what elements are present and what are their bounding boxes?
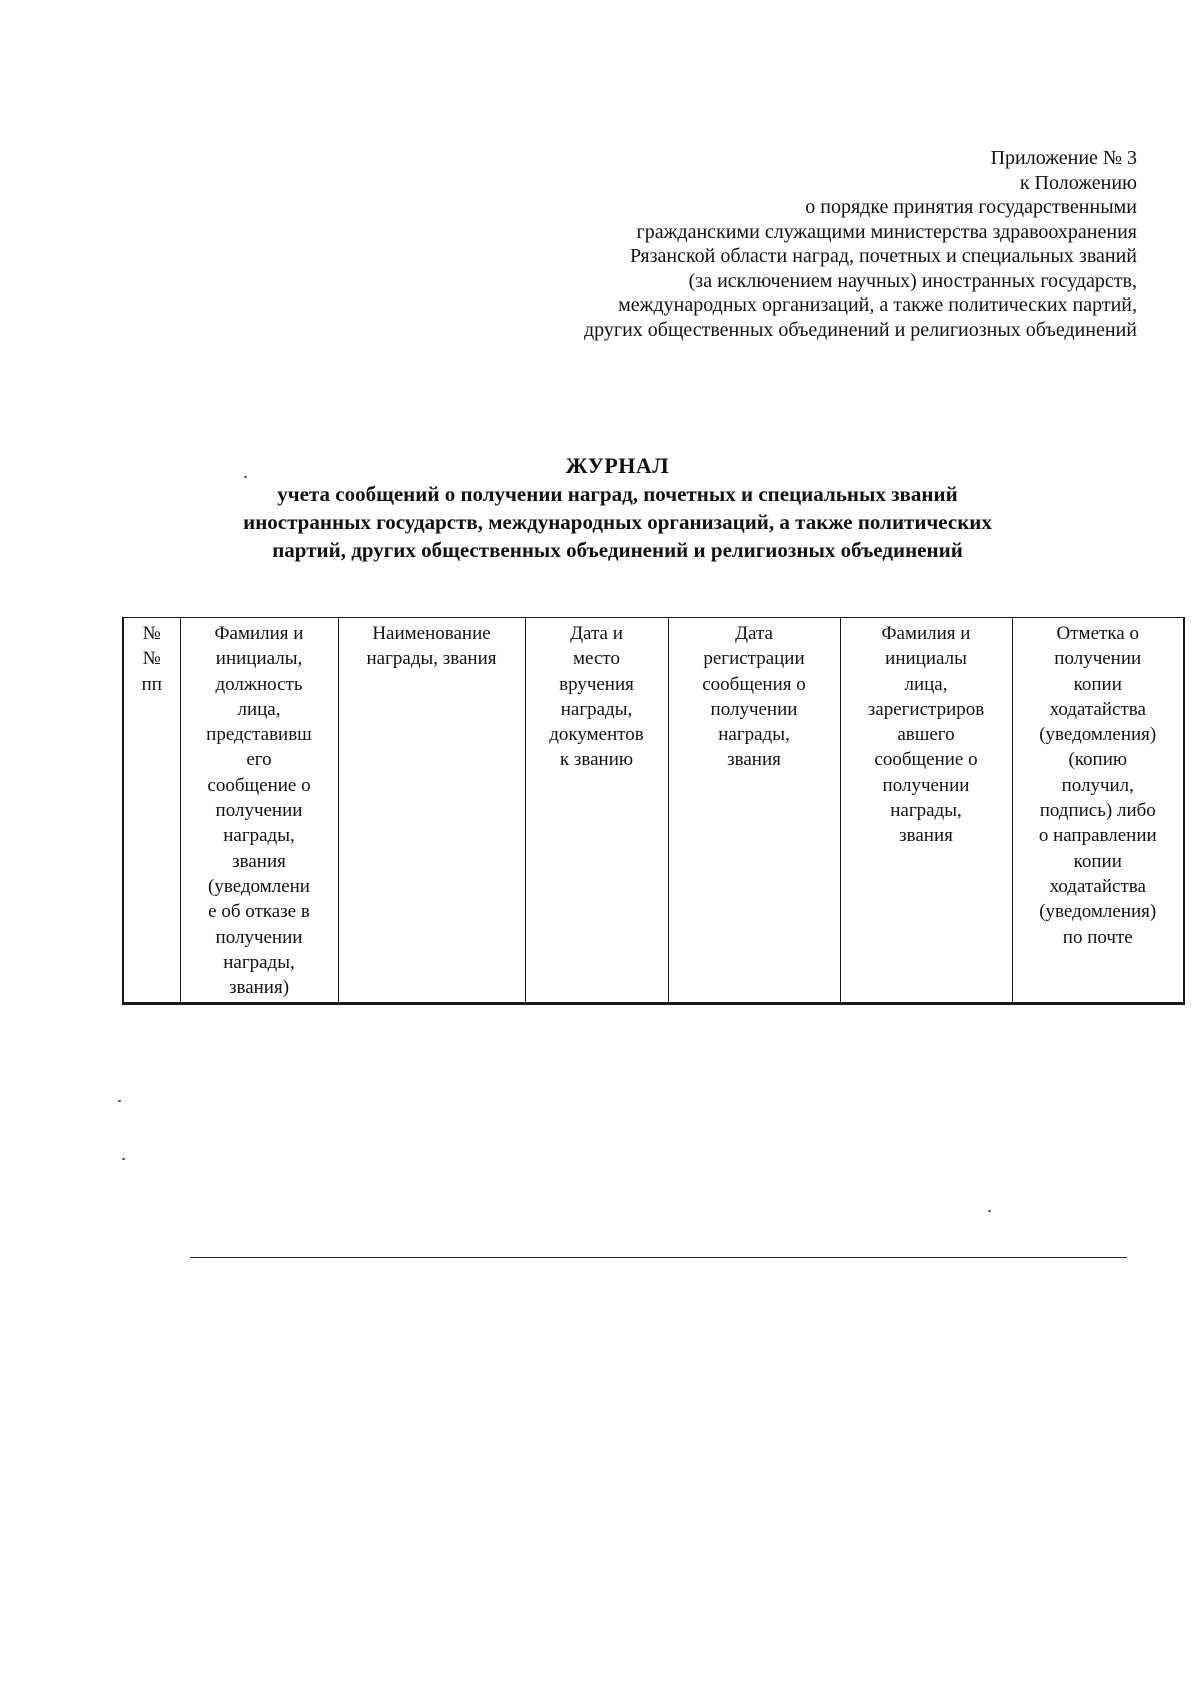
column-header-line: получении bbox=[882, 774, 970, 796]
appendix-line: к Положению bbox=[1019, 171, 1137, 194]
scan-speck bbox=[118, 1100, 121, 1102]
column-header-line: награды, bbox=[223, 825, 295, 847]
scan-speck bbox=[122, 1158, 125, 1160]
column-header-line: награды, bbox=[223, 951, 295, 973]
column-header-copy-mark bbox=[1012, 618, 1184, 1004]
column-header-line: получил, bbox=[1061, 774, 1134, 796]
column-header-line: документов bbox=[549, 724, 644, 746]
column-header-line: вручения bbox=[559, 673, 634, 695]
column-header-line: ходатайства bbox=[1049, 875, 1146, 897]
journal-subtitle-line: учета сообщений о получении наград, почетных и специальных званий bbox=[277, 482, 958, 506]
column-header-line: ходатайства bbox=[1049, 698, 1146, 720]
journal-subtitle-line: иностранных государств, международных организаций, а также политических bbox=[243, 510, 992, 534]
column-header-line: № bbox=[142, 648, 161, 670]
column-header-line: звания bbox=[899, 825, 953, 847]
appendix-line: о порядке принятия государственными bbox=[805, 196, 1137, 218]
column-header-line: звания bbox=[727, 749, 781, 771]
column-header-award-name bbox=[338, 618, 525, 1004]
column-header-line: (уведомления) bbox=[1039, 724, 1157, 746]
appendix-line: других общественных объединений и религиозных объединений bbox=[583, 318, 1137, 341]
column-header-line: звания) bbox=[228, 977, 290, 999]
column-header-line: награды, bbox=[718, 724, 790, 746]
column-header-line: сообщение о bbox=[207, 774, 311, 796]
column-header-line: сообщения о bbox=[702, 673, 806, 695]
column-header-reporter-name bbox=[180, 618, 338, 1004]
column-header-line: № bbox=[142, 623, 161, 644]
appendix-line: Рязанской области наград, почетных и специальных званий bbox=[630, 245, 1137, 267]
journal-table bbox=[122, 617, 1185, 1005]
scan-speck bbox=[244, 476, 247, 478]
column-header-line: копии bbox=[1073, 850, 1122, 872]
column-header-line: пп bbox=[141, 673, 162, 695]
column-header-line: награды, звания bbox=[366, 648, 497, 670]
column-header-line: награды, bbox=[890, 800, 962, 822]
column-header-line: награды, bbox=[560, 698, 633, 720]
journal-heading bbox=[150, 452, 1085, 564]
signature-line bbox=[190, 1257, 1127, 1258]
table-header-row bbox=[123, 618, 1184, 1004]
column-header-line: Отметка о bbox=[1056, 623, 1139, 644]
column-header-line: е об отказе в bbox=[208, 901, 310, 923]
column-header-registration-date bbox=[668, 618, 840, 1004]
appendix-line: международных организаций, а также политических партий, bbox=[618, 294, 1137, 316]
column-header-line: (копию bbox=[1068, 749, 1128, 771]
appendix-line: гражданскими служащими министерства здравоохранения bbox=[636, 220, 1137, 243]
column-header-line: подпись) либо bbox=[1039, 800, 1156, 822]
column-header-line: Дата и bbox=[570, 623, 623, 644]
column-header-line: получении bbox=[215, 926, 303, 948]
column-header-line: место bbox=[573, 648, 620, 670]
column-header-line: по почте bbox=[1062, 926, 1133, 948]
scan-speck bbox=[988, 1210, 991, 1212]
appendix-line: Приложение № 3 bbox=[990, 147, 1137, 169]
column-header-line: получении bbox=[710, 698, 798, 720]
column-header-number bbox=[123, 618, 180, 1004]
column-header-line: получении bbox=[1054, 648, 1142, 670]
column-header-line: Фамилия и bbox=[214, 623, 304, 644]
column-header-line: инициалы bbox=[885, 648, 967, 670]
column-header-line: копии bbox=[1073, 673, 1122, 695]
appendix-reference bbox=[417, 146, 1137, 342]
column-header-line: авшего bbox=[897, 724, 955, 746]
column-header-line: Дата bbox=[735, 623, 773, 644]
column-header-line: (уведомления) bbox=[1039, 901, 1157, 923]
journal-subtitle-line: партий, других общественных объединений и религиозных объединений bbox=[272, 538, 963, 562]
column-header-registrar-name bbox=[840, 618, 1012, 1004]
column-header-line: лица, bbox=[904, 673, 948, 695]
column-header-line: представивш bbox=[206, 724, 312, 746]
column-header-line: должность bbox=[215, 673, 303, 695]
column-header-line: регистрации bbox=[703, 648, 805, 670]
column-header-line: сообщение о bbox=[874, 749, 978, 771]
column-header-line: получении bbox=[215, 800, 303, 822]
journal-title: ЖУРНАЛ bbox=[565, 453, 670, 478]
column-header-line: лица, bbox=[237, 698, 281, 720]
column-header-line: звания bbox=[232, 850, 286, 872]
column-header-line: к званию bbox=[559, 749, 634, 771]
column-header-line: инициалы, bbox=[215, 648, 303, 670]
column-header-line: его bbox=[246, 749, 272, 771]
column-header-line: (уведомлени bbox=[208, 875, 310, 897]
column-header-award-date-place bbox=[525, 618, 668, 1004]
column-header-line: Фамилия и bbox=[881, 623, 971, 644]
column-header-line: о направлении bbox=[1038, 825, 1157, 847]
column-header-line: Наименование bbox=[372, 623, 491, 644]
appendix-line: (за исключением научных) иностранных государств, bbox=[688, 269, 1137, 292]
column-header-line: зарегистриров bbox=[867, 698, 985, 720]
